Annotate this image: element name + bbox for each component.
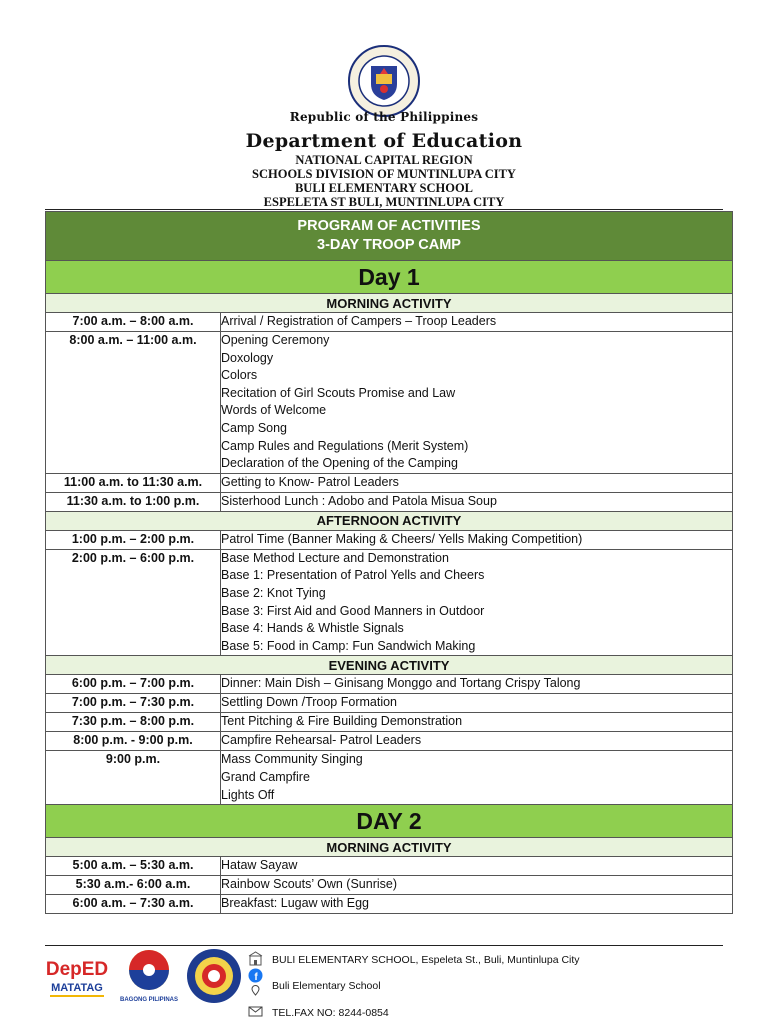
program-table	[45, 211, 733, 914]
section-label: EVENING ACTIVITY	[46, 656, 733, 675]
schedule-activities	[221, 332, 733, 474]
envelope-icon	[248, 1004, 263, 1019]
schedule-time: 2:00 p.m. – 6:00 p.m.	[46, 549, 221, 656]
schedule-row	[46, 895, 733, 914]
footer-divider	[45, 945, 723, 946]
schedule-time: 7:30 p.m. – 8:00 p.m.	[46, 713, 221, 732]
activity-item: Camp Song	[221, 420, 288, 435]
schedule-time: 5:30 a.m.- 6:00 a.m.	[46, 876, 221, 895]
activity-item: Doxology	[221, 350, 274, 365]
deped-seal-logo	[347, 44, 421, 118]
region-heading: NATIONAL CAPITAL REGION	[295, 153, 473, 167]
republic-heading: Republic of the Philippines	[289, 110, 479, 124]
program-title	[46, 212, 733, 261]
school-heading: BULI ELEMENTARY SCHOOL	[294, 181, 474, 195]
footer-facebook[interactable]: Buli Elementary School	[272, 980, 381, 992]
footer-address: BULI ELEMENTARY SCHOOL, Espeleta St., Buli, Muntinlupa City	[272, 954, 580, 966]
schedule-activities	[221, 857, 733, 876]
footer-telfax: TEL.FAX NO: 8244-0854	[272, 1007, 389, 1019]
activity-item: Breakfast: Lugaw with Egg	[221, 896, 369, 911]
title-row	[46, 212, 733, 261]
activity-item: Dinner: Main Dish – Ginisang Monggo and Tortang Crispy Talong	[221, 676, 581, 691]
schedule-activities	[221, 675, 733, 694]
schedule-activities	[221, 549, 733, 656]
schedule-row	[46, 713, 733, 732]
day-row	[46, 805, 733, 838]
header-divider	[45, 209, 723, 210]
activity-item: Patrol Time (Banner Making & Cheers/ Yells Making Competition)	[221, 531, 583, 546]
schedule-activities	[221, 694, 733, 713]
schedule-time: 8:00 a.m. – 11:00 a.m.	[46, 332, 221, 474]
activity-item: Mass Community Singing	[221, 752, 363, 767]
section-row	[46, 656, 733, 675]
schedule-row	[46, 732, 733, 751]
schedule-row	[46, 492, 733, 511]
activity-item: Getting to Know- Patrol Leaders	[221, 474, 399, 489]
schedule-row	[46, 857, 733, 876]
facebook-icon[interactable]	[248, 968, 263, 983]
schedule-row	[46, 694, 733, 713]
schedule-row	[46, 876, 733, 895]
activity-item: Camp Rules and Regulations (Merit System)	[221, 438, 469, 453]
activity-item: Sisterhood Lunch : Adobo and Patola Misua Soup	[221, 493, 497, 508]
school-logo	[186, 948, 242, 1004]
activity-item: Base 4: Hands & Whistle Signals	[221, 621, 404, 636]
program-title-line1: PROGRAM OF ACTIVITIES	[297, 218, 481, 234]
building-icon	[248, 951, 263, 966]
schedule-time: 5:00 a.m. – 5:30 a.m.	[46, 857, 221, 876]
activity-item: Base 1: Presentation of Patrol Yells and Cheers	[221, 568, 485, 583]
schedule-row	[46, 530, 733, 549]
schedule-activities	[221, 473, 733, 492]
section-row	[46, 294, 733, 313]
address-heading: ESPELETA ST BULI, MUNTINLUPA CITY	[263, 195, 505, 209]
deped-matatag-logo	[44, 955, 110, 1003]
activity-item: Base Method Lecture and Demonstration	[221, 550, 449, 565]
activity-item: Hataw Sayaw	[221, 858, 298, 873]
bagong-pilipinas-text: BAGONG PILIPINAS	[119, 997, 179, 1003]
section-label: MORNING ACTIVITY	[46, 294, 733, 313]
schedule-time: 11:00 a.m. to 11:30 a.m.	[46, 473, 221, 492]
schedule-time: 9:00 p.m.	[46, 751, 221, 805]
activity-item: Opening Ceremony	[221, 333, 330, 347]
activity-item: Base 5: Food in Camp: Fun Sandwich Making	[221, 638, 476, 653]
activity-item: Declaration of the Opening of the Camping	[221, 456, 458, 471]
activity-item: Tent Pitching & Fire Building Demonstration	[221, 714, 463, 729]
day-label: DAY 2	[46, 805, 733, 838]
section-label: MORNING ACTIVITY	[46, 838, 733, 857]
section-row	[46, 511, 733, 530]
activity-item: Rainbow Scouts’ Own (Sunrise)	[221, 877, 397, 892]
location-pin-icon	[250, 985, 261, 996]
schedule-row	[46, 751, 733, 805]
activity-item: Colors	[221, 368, 258, 383]
section-row	[46, 838, 733, 857]
activity-item: Arrival / Registration of Campers – Troop Leaders	[221, 314, 497, 328]
activity-item: Base 2: Knot Tying	[221, 585, 326, 600]
schedule-activities	[221, 313, 733, 332]
schedule-activities	[221, 876, 733, 895]
schedule-time: 11:30 a.m. to 1:00 p.m.	[46, 492, 221, 511]
deped-logo-text: DepED	[45, 959, 109, 980]
schedule-time: 7:00 p.m. – 7:30 p.m.	[46, 694, 221, 713]
program-title-line2: 3-DAY TROOP CAMP	[317, 237, 461, 253]
division-heading: SCHOOLS DIVISION OF MUNTINLUPA CITY	[252, 167, 516, 181]
schedule-activities	[221, 530, 733, 549]
activity-item: Campfire Rehearsal- Patrol Leaders	[221, 733, 422, 748]
schedule-time: 1:00 p.m. – 2:00 p.m.	[46, 530, 221, 549]
schedule-time: 7:00 a.m. – 8:00 a.m.	[46, 313, 221, 332]
schedule-time: 6:00 a.m. – 7:30 a.m.	[46, 895, 221, 914]
schedule-row	[46, 549, 733, 656]
department-heading: Department of Education	[245, 130, 523, 152]
activity-item: Words of Welcome	[221, 403, 327, 418]
schedule-activities	[221, 492, 733, 511]
activity-item: Grand Campfire	[221, 769, 310, 784]
activity-item: Base 3: First Aid and Good Manners in Outdoor	[221, 603, 485, 618]
bagong-pilipinas-logo	[118, 948, 180, 1004]
activity-item: Settling Down /Troop Formation	[221, 695, 398, 710]
schedule-activities	[221, 732, 733, 751]
schedule-activities	[221, 895, 733, 914]
schedule-time: 6:00 p.m. – 7:00 p.m.	[46, 675, 221, 694]
activity-item: Lights Off	[221, 787, 275, 802]
activity-item: Recitation of Girl Scouts Promise and Law	[221, 385, 456, 400]
schedule-activities	[221, 751, 733, 805]
schedule-row	[46, 332, 733, 474]
schedule-row	[46, 675, 733, 694]
schedule-activities	[221, 713, 733, 732]
schedule-row	[46, 313, 733, 332]
matatag-logo-text: MATATAG	[51, 982, 103, 994]
day-row	[46, 261, 733, 294]
day-label: Day 1	[46, 261, 733, 294]
schedule-row	[46, 473, 733, 492]
svg-text:f: f	[254, 972, 258, 983]
schedule-time: 8:00 p.m. - 9:00 p.m.	[46, 732, 221, 751]
section-label: AFTERNOON ACTIVITY	[46, 511, 733, 530]
